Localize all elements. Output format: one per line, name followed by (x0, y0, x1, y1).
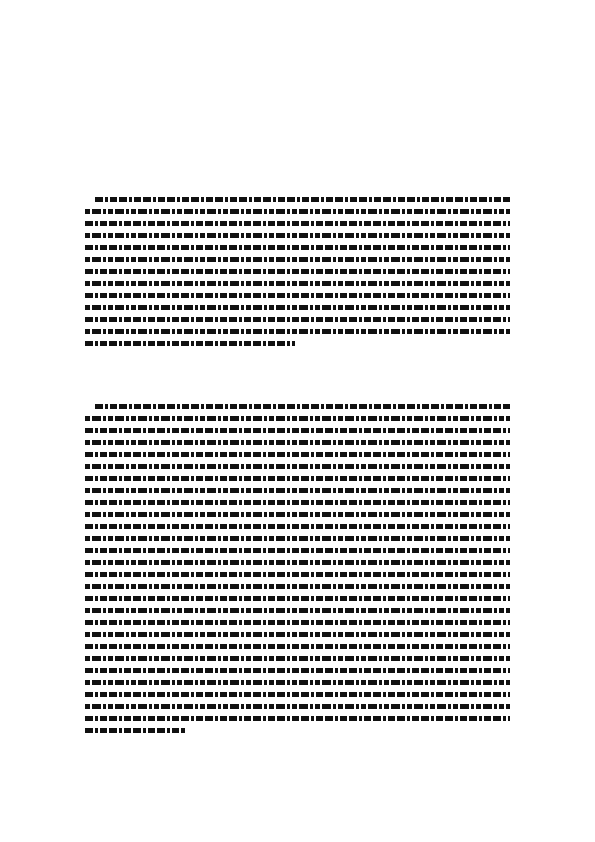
text-line (85, 560, 510, 565)
text-line (85, 293, 510, 298)
text-line (85, 644, 510, 649)
text-line (85, 233, 510, 238)
text-line (85, 464, 510, 469)
text-line (85, 632, 510, 637)
text-line (85, 704, 510, 709)
text-line (85, 269, 510, 274)
text-line (85, 329, 510, 334)
text-line (85, 257, 510, 262)
text-line (85, 476, 510, 481)
text-line (95, 404, 510, 409)
text-line (95, 197, 510, 202)
text-line (85, 656, 510, 661)
section-1-body (85, 197, 510, 375)
section-2-body (85, 404, 510, 756)
text-line (85, 440, 510, 445)
text-line (85, 341, 295, 346)
text-line (85, 221, 510, 226)
text-line (85, 305, 510, 310)
text-line (85, 500, 510, 505)
text-line (85, 716, 510, 721)
text-line (85, 512, 510, 517)
text-line (85, 536, 510, 541)
text-line (85, 548, 510, 553)
text-line (85, 452, 510, 457)
text-line (85, 524, 510, 529)
text-line (85, 608, 510, 613)
text-line (85, 245, 510, 250)
text-line (85, 596, 510, 601)
text-line (85, 281, 510, 286)
text-line (85, 317, 510, 322)
text-line (85, 428, 510, 433)
text-line (85, 728, 185, 733)
text-line (85, 692, 510, 697)
text-line (85, 572, 510, 577)
text-line (85, 584, 510, 589)
text-line (85, 680, 510, 685)
text-line (85, 209, 510, 214)
text-line (85, 620, 510, 625)
text-line (85, 488, 510, 493)
text-line (85, 416, 510, 421)
text-line (85, 668, 510, 673)
